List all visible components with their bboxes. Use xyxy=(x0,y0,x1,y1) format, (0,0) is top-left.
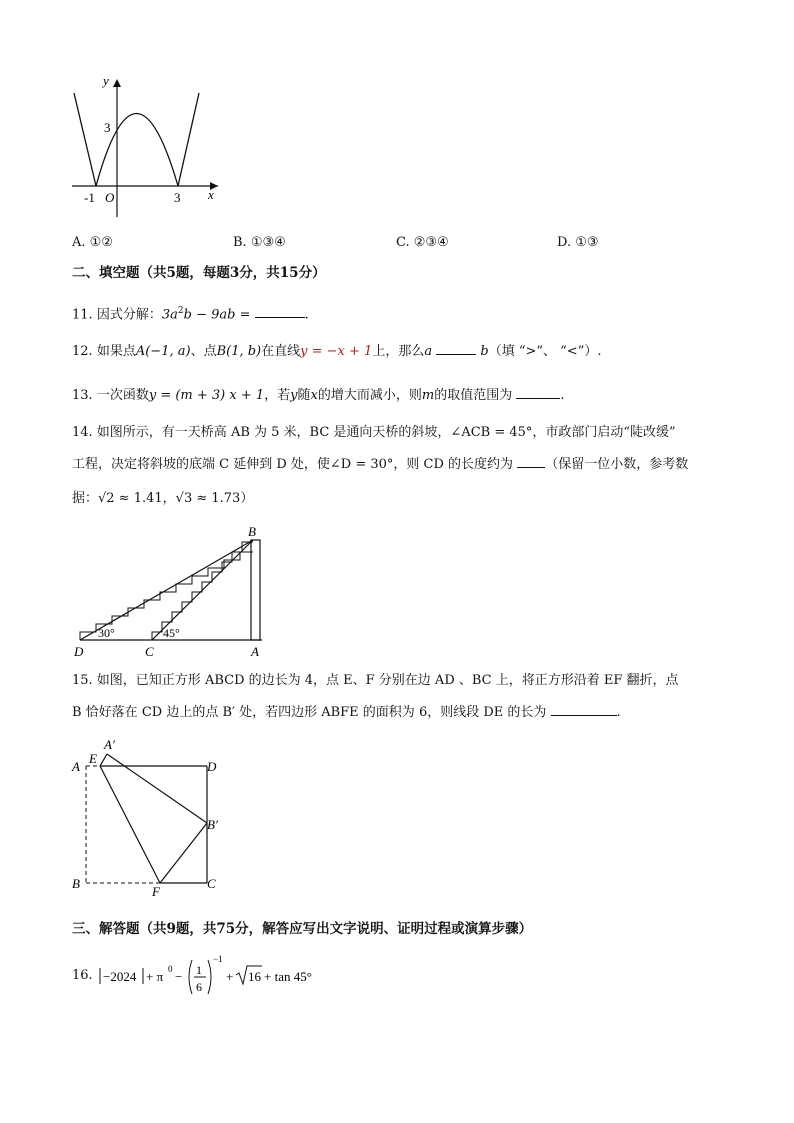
section-2-title: 二、填空题（共5题，每题3分，共15分） xyxy=(72,265,326,281)
q12-point-b: B(1, b) xyxy=(216,344,262,359)
q11-text: 因式分解： xyxy=(96,307,162,323)
paren-right xyxy=(208,960,211,994)
edge-fb1 xyxy=(160,823,207,883)
edge-ea1 xyxy=(100,754,107,766)
q16-pi-exponent: 0 xyxy=(168,964,173,974)
q11-number: 11. xyxy=(72,307,93,323)
q14-line-3: 据：√2 ≈ 1.41，√3 ≈ 1.73） xyxy=(72,491,254,506)
point-e-label: E xyxy=(89,751,97,766)
q12-text-5: （填 “>”、 “<”）. xyxy=(488,344,602,359)
angle-45-label: 45° xyxy=(163,626,180,640)
q14-line-2-tail: （保留一位小数，参考数 xyxy=(545,457,689,472)
function-graph xyxy=(60,65,230,225)
q16-tail: + tan 45° xyxy=(264,969,312,984)
point-a-label: A xyxy=(72,759,80,774)
q13-text-2: ，若 xyxy=(264,388,291,403)
q16-sqrt-value: 16 xyxy=(248,969,261,984)
q13-end: . xyxy=(560,388,565,403)
q16-frac-exponent: −1 xyxy=(213,954,223,964)
q13-text-4: 的增大而减小，则 xyxy=(317,388,422,403)
point-c-label: C xyxy=(145,644,154,659)
q14-line-1: 14. 如图所示，有一天桥高 AB 为 5 米，BC 是通向天桥的斜坡，∠ACB = 45°，市政部门启动“陡改缓” xyxy=(72,425,676,440)
y-axis-arrow xyxy=(113,79,121,87)
q16-minus: − xyxy=(175,969,183,984)
point-b-prime-label: B′ xyxy=(207,817,218,832)
question-13 xyxy=(72,386,565,405)
q13-function: y = (m + 3) x + 1 xyxy=(148,388,265,403)
q12-line-equation: y = −x + 1 xyxy=(300,344,373,359)
q11-end: . xyxy=(304,307,309,323)
q16-number: 16. xyxy=(72,968,93,983)
y-axis-label: y xyxy=(103,73,109,88)
q12-var-b: b xyxy=(480,344,489,359)
option-a: A. ①② xyxy=(72,235,113,250)
point-d-label: D xyxy=(74,644,84,659)
question-12 xyxy=(72,342,601,361)
q13-number: 13. xyxy=(72,388,93,403)
q12-answer-blank[interactable] xyxy=(436,342,476,355)
x-tick-neg1: -1 xyxy=(84,190,95,205)
paren-left xyxy=(189,960,192,994)
q12-number: 12. xyxy=(72,344,93,359)
q15-answer-blank[interactable] xyxy=(551,703,617,716)
x-axis-label: x xyxy=(208,187,214,202)
point-d-label: D xyxy=(207,759,217,774)
question-11 xyxy=(72,302,309,324)
q15-end: . xyxy=(616,705,621,720)
square-fold-figure xyxy=(70,732,240,897)
angle-30-label: 30° xyxy=(98,626,115,640)
graph-left-branch xyxy=(74,93,96,186)
q12-var-a: a xyxy=(424,344,433,359)
q13-text-1: 一次函数 xyxy=(96,388,149,403)
option-d: D. ①③ xyxy=(557,235,599,250)
q16-pi: + π xyxy=(146,969,164,984)
q11-exponent: 2 xyxy=(177,306,184,316)
q13-var-y: y xyxy=(290,388,298,403)
bridge-pillar xyxy=(251,540,260,640)
option-c: C. ②③④ xyxy=(396,235,449,250)
point-f-label: F xyxy=(152,884,160,897)
q16-abs-value: −2024 xyxy=(103,969,137,984)
q11-answer-blank[interactable] xyxy=(255,305,305,318)
y-tick-3: 3 xyxy=(104,120,111,135)
q14-line-2-text: 工程，决定将斜坡的底端 C 延伸到 D 处，使∠D = 30°，则 CD 的长度约为 xyxy=(72,457,514,472)
edge-a1b1 xyxy=(107,754,207,823)
point-b-label: B xyxy=(248,524,256,539)
q13-text-5: 的取值范围为 xyxy=(434,388,513,403)
bridge-figure xyxy=(70,522,270,662)
q14-line-2 xyxy=(72,455,688,474)
q16-frac-denominator: 6 xyxy=(196,980,202,994)
q13-var-m: m xyxy=(421,388,435,403)
q13-answer-blank[interactable] xyxy=(516,386,560,399)
option-b: B. ①③④ xyxy=(233,235,286,250)
point-a-prime-label: A′ xyxy=(104,737,115,752)
q15-line-2 xyxy=(72,703,621,722)
q11-expr-a: 3a xyxy=(161,307,178,323)
q16-expression xyxy=(96,950,346,1000)
q15-line-2-text: B 恰好落在 CD 边上的点 B′ 处，若四边形 ABFE 的面积为 6，则线段 DE 的长为 xyxy=(72,705,547,720)
q13-var-x: x xyxy=(310,388,318,403)
q11-expr-b: b − 9ab = xyxy=(183,307,251,323)
q12-text-2: 、点 xyxy=(190,344,217,359)
q12-text-4: 上，那么 xyxy=(372,344,425,359)
q12-text-1: 如果点 xyxy=(96,344,136,359)
q12-point-a: A(−1, a) xyxy=(135,344,191,359)
x-tick-3: 3 xyxy=(174,190,181,205)
fold-line-ef xyxy=(100,766,160,883)
point-c-label: C xyxy=(207,876,216,891)
point-b-label: B xyxy=(72,876,80,891)
section-3-title: 三、解答题（共9题，共75分，解答应写出文字说明、证明过程或演算步骤） xyxy=(72,921,533,937)
q12-text-3: 在直线 xyxy=(261,344,301,359)
q15-line-1: 15. 如图，已知正方形 ABCD 的边长为 4，点 E、F 分别在边 AD 、BC 上，将正方形沿着 EF 翻折，点 xyxy=(72,673,679,688)
q14-answer-blank[interactable] xyxy=(517,455,545,468)
q16-frac-numerator: 1 xyxy=(196,963,202,977)
point-a-label: A xyxy=(251,644,259,659)
origin-label: O xyxy=(105,190,115,205)
q16-plus: + xyxy=(226,969,234,984)
graph-right-branch xyxy=(178,93,199,186)
q13-text-3: 随 xyxy=(297,388,311,403)
